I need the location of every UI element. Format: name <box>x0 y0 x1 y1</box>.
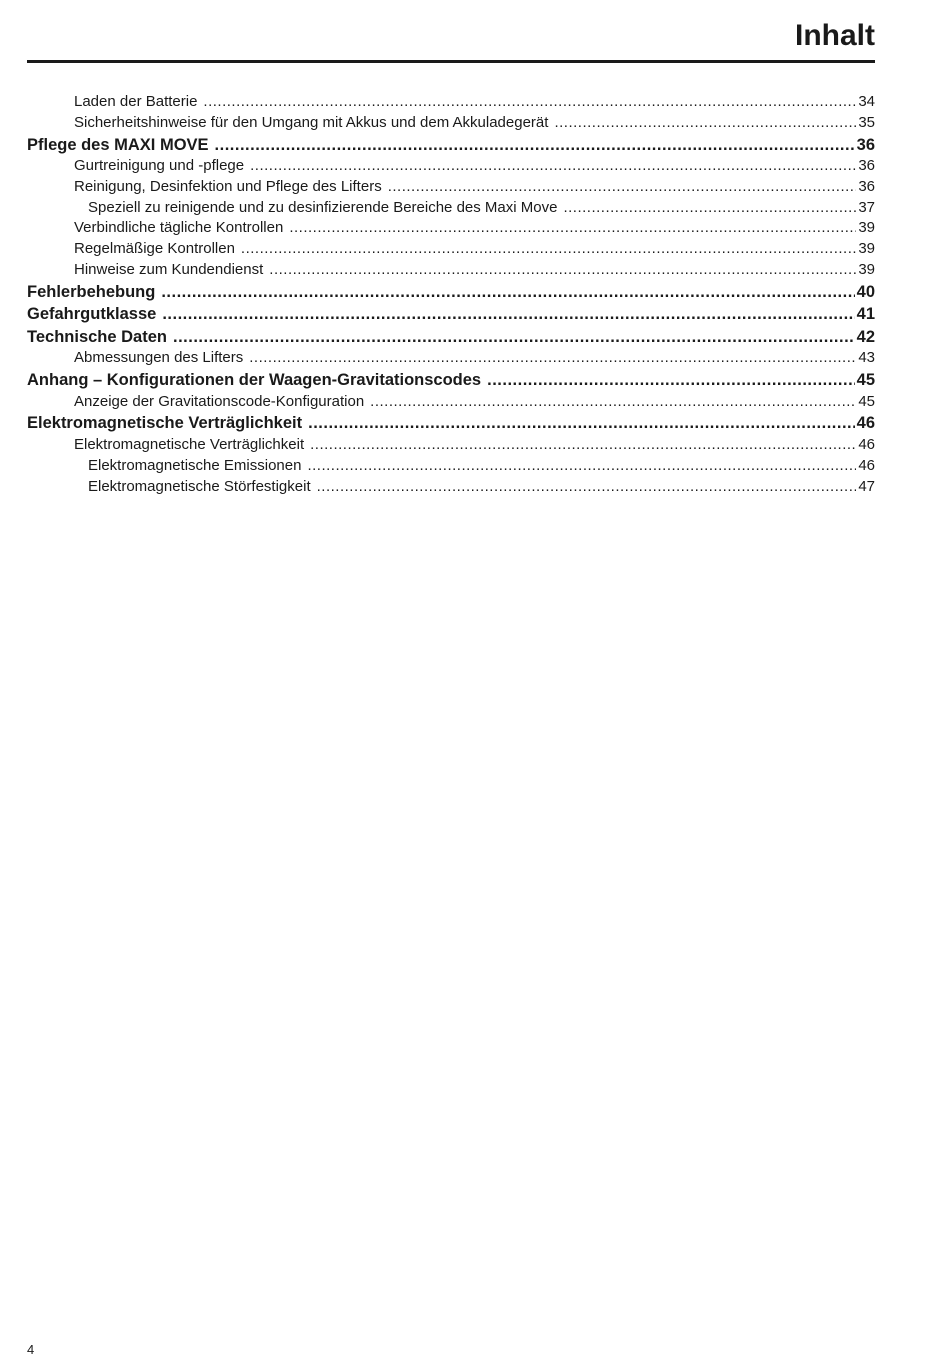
title-divider <box>27 60 875 63</box>
toc-entry[interactable] <box>27 92 875 113</box>
toc-entry-page-number: 47 <box>858 477 875 495</box>
toc-entry-label: Gurtreinigung und -pflege <box>74 157 245 175</box>
toc-entry[interactable] <box>27 456 875 477</box>
toc-entry[interactable] <box>27 260 875 281</box>
dot-leader <box>554 113 856 134</box>
toc-entry-page-number: 46 <box>856 414 875 433</box>
dot-leader <box>308 412 855 435</box>
toc-entry-label: Fehlerbehebung <box>27 282 156 301</box>
toc-entry-label: Elektromagnetische Emissionen <box>88 456 302 474</box>
dot-leader <box>563 198 856 219</box>
toc-entry-label: Reinigung, Desinfektion und Pflege des Lifters <box>74 177 382 195</box>
toc-entry[interactable] <box>27 412 875 435</box>
toc-entry-page-number: 34 <box>858 93 875 110</box>
toc-entry[interactable] <box>27 177 875 198</box>
toc-entry-page-number: 41 <box>856 305 875 324</box>
toc-entry[interactable] <box>27 156 875 177</box>
toc-entry-page-number: 35 <box>858 113 875 131</box>
toc-entry-label: Elektromagnetische Verträglichkeit <box>27 414 303 433</box>
toc-entry-page-number: 36 <box>858 157 875 175</box>
toc-entry-label: Regelmäßige Kontrollen <box>74 240 235 258</box>
toc-entry-label: Abmessungen des Lifters <box>74 349 244 367</box>
toc-entry-page-number: 36 <box>858 177 875 195</box>
toc-entry-label: Anhang – Konfigurationen der Waagen-Gravitationscodes <box>27 371 482 390</box>
toc-entry[interactable] <box>27 392 875 413</box>
toc-entry[interactable] <box>27 198 875 219</box>
toc-entry-page-number: 42 <box>856 327 875 346</box>
toc-entry-label: Speziell zu reinigende und zu desinfizierende Bereiche des Maxi Move <box>88 198 558 216</box>
page-title: Inhalt <box>795 19 875 52</box>
toc-entry-page-number: 39 <box>858 240 875 258</box>
page-number: 4 <box>27 1342 35 1357</box>
toc-entry[interactable] <box>27 477 875 498</box>
toc-entry-label: Anzeige der Gravitationscode-Konfiguration <box>74 392 365 410</box>
toc-entry-label: Elektromagnetische Störfestigkeit <box>88 477 311 495</box>
toc-entry[interactable] <box>27 326 875 349</box>
toc-entry[interactable] <box>27 113 875 134</box>
toc-entry-label: Technische Daten <box>27 327 167 346</box>
dot-leader <box>388 177 857 198</box>
toc-entry-page-number: 37 <box>858 198 875 216</box>
toc-entry[interactable] <box>27 435 875 456</box>
toc-entry-label: Elektromagnetische Verträglichkeit <box>74 435 305 453</box>
toc-entry[interactable] <box>27 348 875 369</box>
dot-leader <box>161 281 854 304</box>
dot-leader <box>370 392 856 413</box>
toc-entry[interactable] <box>27 218 875 239</box>
toc-entry-label: Laden der Batterie <box>74 93 198 110</box>
dot-leader <box>215 134 855 157</box>
dot-leader <box>310 435 856 456</box>
dot-leader <box>487 369 855 392</box>
dot-leader <box>162 303 854 326</box>
toc-entry[interactable] <box>27 281 875 304</box>
toc-entry-page-number: 43 <box>858 349 875 367</box>
dot-leader <box>289 218 856 239</box>
dot-leader <box>307 456 856 477</box>
toc-entry-label: Hinweise zum Kundendienst <box>74 261 264 279</box>
toc-entry[interactable] <box>27 239 875 260</box>
toc-entry-page-number: 46 <box>858 435 875 453</box>
dot-leader <box>249 348 856 369</box>
toc-entry-page-number: 39 <box>858 219 875 237</box>
toc-entry-page-number: 46 <box>858 456 875 474</box>
toc-entry[interactable] <box>27 303 875 326</box>
dot-leader <box>203 92 856 113</box>
dot-leader <box>173 326 855 349</box>
toc-entry-label: Pflege des MAXI MOVE <box>27 135 209 154</box>
dot-leader <box>250 156 856 177</box>
toc-entry[interactable] <box>27 134 875 157</box>
toc-entry-page-number: 45 <box>856 371 875 390</box>
toc-entry-page-number: 40 <box>856 282 875 301</box>
dot-leader <box>317 477 857 498</box>
toc-entry-label: Verbindliche tägliche Kontrollen <box>74 219 284 237</box>
toc-entry-page-number: 45 <box>858 392 875 410</box>
toc-entry[interactable] <box>27 369 875 392</box>
toc-entry-page-number: 39 <box>858 261 875 279</box>
toc-entry-page-number: 36 <box>856 135 875 154</box>
table-of-contents <box>27 92 875 497</box>
dot-leader <box>269 260 856 281</box>
toc-entry-label: Sicherheitshinweise für den Umgang mit Akkus und dem Akkuladegerät <box>74 113 549 131</box>
toc-entry-label: Gefahrgutklasse <box>27 305 157 324</box>
dot-leader <box>241 239 856 260</box>
